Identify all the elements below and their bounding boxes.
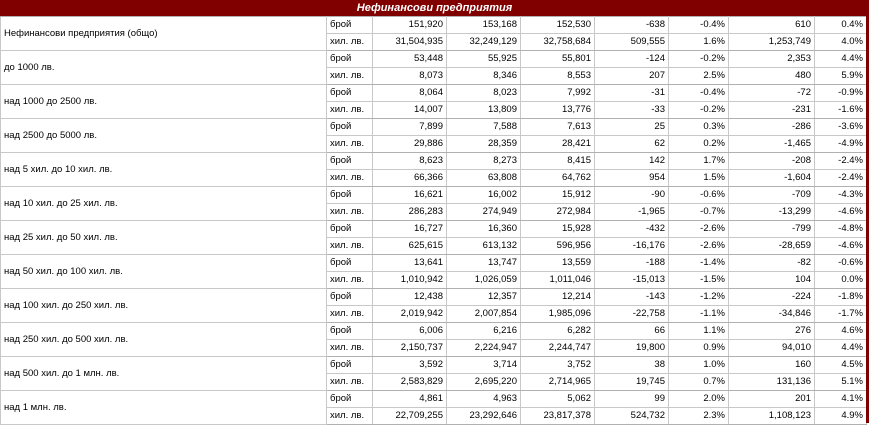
value-period-1-cell[interactable]: 22,709,255: [373, 408, 447, 425]
value-period-2-cell[interactable]: 1,026,059: [447, 272, 521, 289]
table-row: [1, 221, 867, 238]
change-pct-2-cell[interactable]: -2.4%: [815, 153, 867, 170]
row-unit[interactable]: хил. лв.: [327, 238, 373, 255]
change-abs-2-cell[interactable]: -72: [729, 85, 815, 102]
value-period-2-cell[interactable]: 23,292,646: [447, 408, 521, 425]
row-unit[interactable]: хил. лв.: [327, 136, 373, 153]
table-row: [1, 357, 867, 374]
change-pct-1-cell[interactable]: 0.9%: [669, 340, 729, 357]
value-period-3-cell[interactable]: 13,776: [521, 102, 595, 119]
change-abs-2-cell[interactable]: 160: [729, 357, 815, 374]
table-row: [1, 323, 867, 340]
value-period-3-cell[interactable]: 1,011,046: [521, 272, 595, 289]
table-row: [1, 51, 867, 68]
value-period-1-cell[interactable]: 12,438: [373, 289, 447, 306]
value-period-3-cell[interactable]: 3,752: [521, 357, 595, 374]
change-abs-1-cell[interactable]: 954: [595, 170, 669, 187]
change-pct-1-cell[interactable]: -1.5%: [669, 272, 729, 289]
value-period-2-cell[interactable]: 7,588: [447, 119, 521, 136]
change-pct-2-cell[interactable]: -0.6%: [815, 255, 867, 272]
value-period-2-cell[interactable]: 13,809: [447, 102, 521, 119]
change-pct-1-cell[interactable]: -0.2%: [669, 51, 729, 68]
change-abs-1-cell[interactable]: 19,800: [595, 340, 669, 357]
row-category[interactable]: над 10 хил. до 25 хил. лв.: [1, 187, 327, 221]
change-pct-1-cell[interactable]: -0.6%: [669, 187, 729, 204]
change-abs-2-cell[interactable]: -13,299: [729, 204, 815, 221]
table-row: [1, 255, 867, 272]
change-pct-1-cell[interactable]: -0.4%: [669, 85, 729, 102]
value-period-3-cell[interactable]: 15,928: [521, 221, 595, 238]
value-period-2-cell[interactable]: 32,249,129: [447, 34, 521, 51]
change-abs-1-cell[interactable]: -432: [595, 221, 669, 238]
value-period-3-cell[interactable]: 12,214: [521, 289, 595, 306]
change-pct-2-cell[interactable]: -1.8%: [815, 289, 867, 306]
row-category[interactable]: до 1000 лв.: [1, 51, 327, 85]
change-abs-1-cell[interactable]: -15,013: [595, 272, 669, 289]
change-abs-1-cell[interactable]: 142: [595, 153, 669, 170]
value-period-3-cell[interactable]: 6,282: [521, 323, 595, 340]
change-pct-2-cell[interactable]: -2.4%: [815, 170, 867, 187]
value-period-1-cell[interactable]: 1,010,942: [373, 272, 447, 289]
change-abs-1-cell[interactable]: -638: [595, 17, 669, 34]
value-period-1-cell[interactable]: 151,920: [373, 17, 447, 34]
value-period-3-cell[interactable]: 13,559: [521, 255, 595, 272]
row-category[interactable]: над 100 хил. до 250 хил. лв.: [1, 289, 327, 323]
value-period-3-cell[interactable]: 272,984: [521, 204, 595, 221]
row-unit[interactable]: хил. лв.: [327, 374, 373, 391]
change-abs-2-cell[interactable]: -208: [729, 153, 815, 170]
value-period-2-cell[interactable]: 274,949: [447, 204, 521, 221]
change-abs-2-cell[interactable]: 610: [729, 17, 815, 34]
row-unit[interactable]: брой: [327, 289, 373, 306]
data-table: [0, 16, 867, 425]
value-period-2-cell[interactable]: 613,132: [447, 238, 521, 255]
row-unit[interactable]: брой: [327, 357, 373, 374]
value-period-1-cell[interactable]: 2,583,829: [373, 374, 447, 391]
change-pct-2-cell[interactable]: 5.1%: [815, 374, 867, 391]
change-abs-1-cell[interactable]: 38: [595, 357, 669, 374]
change-abs-2-cell[interactable]: -799: [729, 221, 815, 238]
change-abs-1-cell[interactable]: -143: [595, 289, 669, 306]
row-unit[interactable]: хил. лв.: [327, 408, 373, 425]
value-period-1-cell[interactable]: 8,623: [373, 153, 447, 170]
change-pct-1-cell[interactable]: -1.1%: [669, 306, 729, 323]
table-row: [1, 119, 867, 136]
change-pct-2-cell[interactable]: -3.6%: [815, 119, 867, 136]
value-period-3-cell[interactable]: 7,992: [521, 85, 595, 102]
change-pct-2-cell[interactable]: -4.8%: [815, 221, 867, 238]
change-pct-2-cell[interactable]: -0.9%: [815, 85, 867, 102]
table-title: Нефинансови предприятия: [0, 0, 869, 16]
change-pct-1-cell[interactable]: 0.7%: [669, 374, 729, 391]
change-abs-2-cell[interactable]: 2,353: [729, 51, 815, 68]
row-unit[interactable]: брой: [327, 119, 373, 136]
change-abs-2-cell[interactable]: -231: [729, 102, 815, 119]
change-pct-2-cell[interactable]: -4.6%: [815, 204, 867, 221]
change-abs-2-cell[interactable]: 94,010: [729, 340, 815, 357]
table-row: [1, 289, 867, 306]
row-category[interactable]: над 25 хил. до 50 хил. лв.: [1, 221, 327, 255]
row-unit[interactable]: брой: [327, 51, 373, 68]
change-pct-2-cell[interactable]: 4.9%: [815, 408, 867, 425]
change-abs-2-cell[interactable]: 104: [729, 272, 815, 289]
value-period-3-cell[interactable]: 2,714,965: [521, 374, 595, 391]
value-period-3-cell[interactable]: 64,762: [521, 170, 595, 187]
change-abs-1-cell[interactable]: -33: [595, 102, 669, 119]
change-abs-1-cell[interactable]: 62: [595, 136, 669, 153]
value-period-1-cell[interactable]: 2,150,737: [373, 340, 447, 357]
change-abs-1-cell[interactable]: -188: [595, 255, 669, 272]
table-body: [1, 17, 867, 425]
value-period-2-cell[interactable]: 2,007,854: [447, 306, 521, 323]
change-pct-2-cell[interactable]: -1.6%: [815, 102, 867, 119]
value-period-3-cell[interactable]: 596,956: [521, 238, 595, 255]
change-pct-1-cell[interactable]: 0.3%: [669, 119, 729, 136]
change-abs-1-cell[interactable]: -90: [595, 187, 669, 204]
row-unit[interactable]: хил. лв.: [327, 102, 373, 119]
table-row: [1, 17, 867, 34]
change-abs-1-cell[interactable]: 66: [595, 323, 669, 340]
change-abs-2-cell[interactable]: -224: [729, 289, 815, 306]
value-period-2-cell[interactable]: 153,168: [447, 17, 521, 34]
value-period-1-cell[interactable]: 13,641: [373, 255, 447, 272]
value-period-2-cell[interactable]: 8,346: [447, 68, 521, 85]
change-abs-1-cell[interactable]: -1,965: [595, 204, 669, 221]
change-pct-1-cell[interactable]: 2.0%: [669, 391, 729, 408]
change-pct-1-cell[interactable]: -0.7%: [669, 204, 729, 221]
value-period-1-cell[interactable]: 16,621: [373, 187, 447, 204]
value-period-1-cell[interactable]: 286,283: [373, 204, 447, 221]
change-pct-1-cell[interactable]: 1.1%: [669, 323, 729, 340]
change-pct-2-cell[interactable]: 4.4%: [815, 340, 867, 357]
change-abs-2-cell[interactable]: 480: [729, 68, 815, 85]
row-unit[interactable]: брой: [327, 187, 373, 204]
change-abs-2-cell[interactable]: -82: [729, 255, 815, 272]
change-pct-1-cell[interactable]: 1.7%: [669, 153, 729, 170]
row-unit[interactable]: брой: [327, 391, 373, 408]
value-period-2-cell[interactable]: 3,714: [447, 357, 521, 374]
value-period-2-cell[interactable]: 4,963: [447, 391, 521, 408]
change-abs-1-cell[interactable]: 524,732: [595, 408, 669, 425]
row-unit[interactable]: хил. лв.: [327, 34, 373, 51]
row-category[interactable]: Нефинансови предприятия (общо): [1, 17, 327, 51]
value-period-1-cell[interactable]: 625,615: [373, 238, 447, 255]
change-pct-2-cell[interactable]: 5.9%: [815, 68, 867, 85]
value-period-3-cell[interactable]: 8,415: [521, 153, 595, 170]
change-pct-1-cell[interactable]: -1.4%: [669, 255, 729, 272]
change-abs-2-cell[interactable]: 131,136: [729, 374, 815, 391]
table-row: [1, 187, 867, 204]
value-period-2-cell[interactable]: 13,747: [447, 255, 521, 272]
change-pct-2-cell[interactable]: 4.5%: [815, 357, 867, 374]
change-pct-2-cell[interactable]: 0.4%: [815, 17, 867, 34]
change-pct-1-cell[interactable]: -0.2%: [669, 102, 729, 119]
change-abs-2-cell[interactable]: -1,604: [729, 170, 815, 187]
value-period-1-cell[interactable]: 14,007: [373, 102, 447, 119]
value-period-3-cell[interactable]: 7,613: [521, 119, 595, 136]
change-pct-2-cell[interactable]: 0.0%: [815, 272, 867, 289]
value-period-3-cell[interactable]: 23,817,378: [521, 408, 595, 425]
row-unit[interactable]: хил. лв.: [327, 272, 373, 289]
row-unit[interactable]: брой: [327, 323, 373, 340]
value-period-3-cell[interactable]: 55,801: [521, 51, 595, 68]
value-period-2-cell[interactable]: 2,695,220: [447, 374, 521, 391]
table-row: [1, 85, 867, 102]
value-period-2-cell[interactable]: 6,216: [447, 323, 521, 340]
value-period-1-cell[interactable]: 31,504,935: [373, 34, 447, 51]
value-period-2-cell[interactable]: 12,357: [447, 289, 521, 306]
change-pct-2-cell[interactable]: 4.1%: [815, 391, 867, 408]
row-unit[interactable]: хил. лв.: [327, 68, 373, 85]
value-period-1-cell[interactable]: 29,886: [373, 136, 447, 153]
value-period-1-cell[interactable]: 66,366: [373, 170, 447, 187]
change-abs-1-cell[interactable]: 19,745: [595, 374, 669, 391]
change-abs-2-cell[interactable]: 201: [729, 391, 815, 408]
change-abs-1-cell[interactable]: -22,758: [595, 306, 669, 323]
change-pct-1-cell[interactable]: 1.5%: [669, 170, 729, 187]
row-category[interactable]: над 250 хил. до 500 хил. лв.: [1, 323, 327, 357]
value-period-1-cell[interactable]: 4,861: [373, 391, 447, 408]
row-category[interactable]: над 1 млн. лв.: [1, 391, 327, 425]
change-abs-2-cell[interactable]: -286: [729, 119, 815, 136]
row-unit[interactable]: хил. лв.: [327, 340, 373, 357]
value-period-1-cell[interactable]: 8,064: [373, 85, 447, 102]
value-period-3-cell[interactable]: 8,553: [521, 68, 595, 85]
row-category[interactable]: над 2500 до 5000 лв.: [1, 119, 327, 153]
row-category[interactable]: над 1000 до 2500 лв.: [1, 85, 327, 119]
change-abs-2-cell[interactable]: -28,659: [729, 238, 815, 255]
row-category[interactable]: над 500 хил. до 1 млн. лв.: [1, 357, 327, 391]
change-pct-2-cell[interactable]: -1.7%: [815, 306, 867, 323]
row-unit[interactable]: хил. лв.: [327, 170, 373, 187]
change-abs-2-cell[interactable]: 276: [729, 323, 815, 340]
row-unit[interactable]: брой: [327, 255, 373, 272]
table-row: [1, 153, 867, 170]
value-period-1-cell[interactable]: 2,019,942: [373, 306, 447, 323]
value-period-2-cell[interactable]: 16,360: [447, 221, 521, 238]
row-category[interactable]: над 50 хил. до 100 хил. лв.: [1, 255, 327, 289]
change-pct-1-cell[interactable]: -2.6%: [669, 221, 729, 238]
value-period-3-cell[interactable]: 1,985,096: [521, 306, 595, 323]
value-period-1-cell[interactable]: 3,592: [373, 357, 447, 374]
change-pct-1-cell[interactable]: 1.6%: [669, 34, 729, 51]
row-category[interactable]: над 5 хил. до 10 хил. лв.: [1, 153, 327, 187]
change-abs-1-cell[interactable]: -16,176: [595, 238, 669, 255]
change-pct-1-cell[interactable]: 2.5%: [669, 68, 729, 85]
value-period-1-cell[interactable]: 7,899: [373, 119, 447, 136]
row-unit[interactable]: хил. лв.: [327, 306, 373, 323]
change-pct-1-cell[interactable]: 0.2%: [669, 136, 729, 153]
value-period-2-cell[interactable]: 16,002: [447, 187, 521, 204]
value-period-3-cell[interactable]: 152,530: [521, 17, 595, 34]
change-abs-2-cell[interactable]: 1,108,123: [729, 408, 815, 425]
value-period-1-cell[interactable]: 16,727: [373, 221, 447, 238]
change-pct-2-cell[interactable]: 4.0%: [815, 34, 867, 51]
row-unit[interactable]: брой: [327, 153, 373, 170]
change-pct-1-cell[interactable]: -0.4%: [669, 17, 729, 34]
row-unit[interactable]: брой: [327, 221, 373, 238]
change-abs-2-cell[interactable]: -1,465: [729, 136, 815, 153]
change-pct-2-cell[interactable]: 4.4%: [815, 51, 867, 68]
change-pct-2-cell[interactable]: -4.9%: [815, 136, 867, 153]
value-period-3-cell[interactable]: 5,062: [521, 391, 595, 408]
change-pct-1-cell[interactable]: 2.3%: [669, 408, 729, 425]
value-period-3-cell[interactable]: 2,244,747: [521, 340, 595, 357]
value-period-2-cell[interactable]: 63,808: [447, 170, 521, 187]
change-pct-2-cell[interactable]: -4.6%: [815, 238, 867, 255]
change-pct-2-cell[interactable]: -4.3%: [815, 187, 867, 204]
change-abs-2-cell[interactable]: -709: [729, 187, 815, 204]
value-period-1-cell[interactable]: 6,006: [373, 323, 447, 340]
value-period-1-cell[interactable]: 8,073: [373, 68, 447, 85]
change-pct-1-cell[interactable]: -1.2%: [669, 289, 729, 306]
value-period-3-cell[interactable]: 28,421: [521, 136, 595, 153]
row-unit[interactable]: брой: [327, 85, 373, 102]
change-abs-1-cell[interactable]: 509,555: [595, 34, 669, 51]
table-row: [1, 391, 867, 408]
value-period-3-cell[interactable]: 15,912: [521, 187, 595, 204]
value-period-2-cell[interactable]: 8,273: [447, 153, 521, 170]
change-abs-1-cell[interactable]: -31: [595, 85, 669, 102]
change-pct-1-cell[interactable]: 1.0%: [669, 357, 729, 374]
change-abs-1-cell[interactable]: -124: [595, 51, 669, 68]
change-abs-2-cell[interactable]: 1,253,749: [729, 34, 815, 51]
change-pct-2-cell[interactable]: 4.6%: [815, 323, 867, 340]
change-pct-1-cell[interactable]: -2.6%: [669, 238, 729, 255]
change-abs-1-cell[interactable]: 25: [595, 119, 669, 136]
value-period-2-cell[interactable]: 8,023: [447, 85, 521, 102]
row-unit[interactable]: хил. лв.: [327, 204, 373, 221]
value-period-2-cell[interactable]: 2,224,947: [447, 340, 521, 357]
value-period-2-cell[interactable]: 55,925: [447, 51, 521, 68]
change-abs-1-cell[interactable]: 207: [595, 68, 669, 85]
change-abs-1-cell[interactable]: 99: [595, 391, 669, 408]
value-period-2-cell[interactable]: 28,359: [447, 136, 521, 153]
value-period-3-cell[interactable]: 32,758,684: [521, 34, 595, 51]
value-period-1-cell[interactable]: 53,448: [373, 51, 447, 68]
change-abs-2-cell[interactable]: -34,846: [729, 306, 815, 323]
row-unit[interactable]: брой: [327, 17, 373, 34]
